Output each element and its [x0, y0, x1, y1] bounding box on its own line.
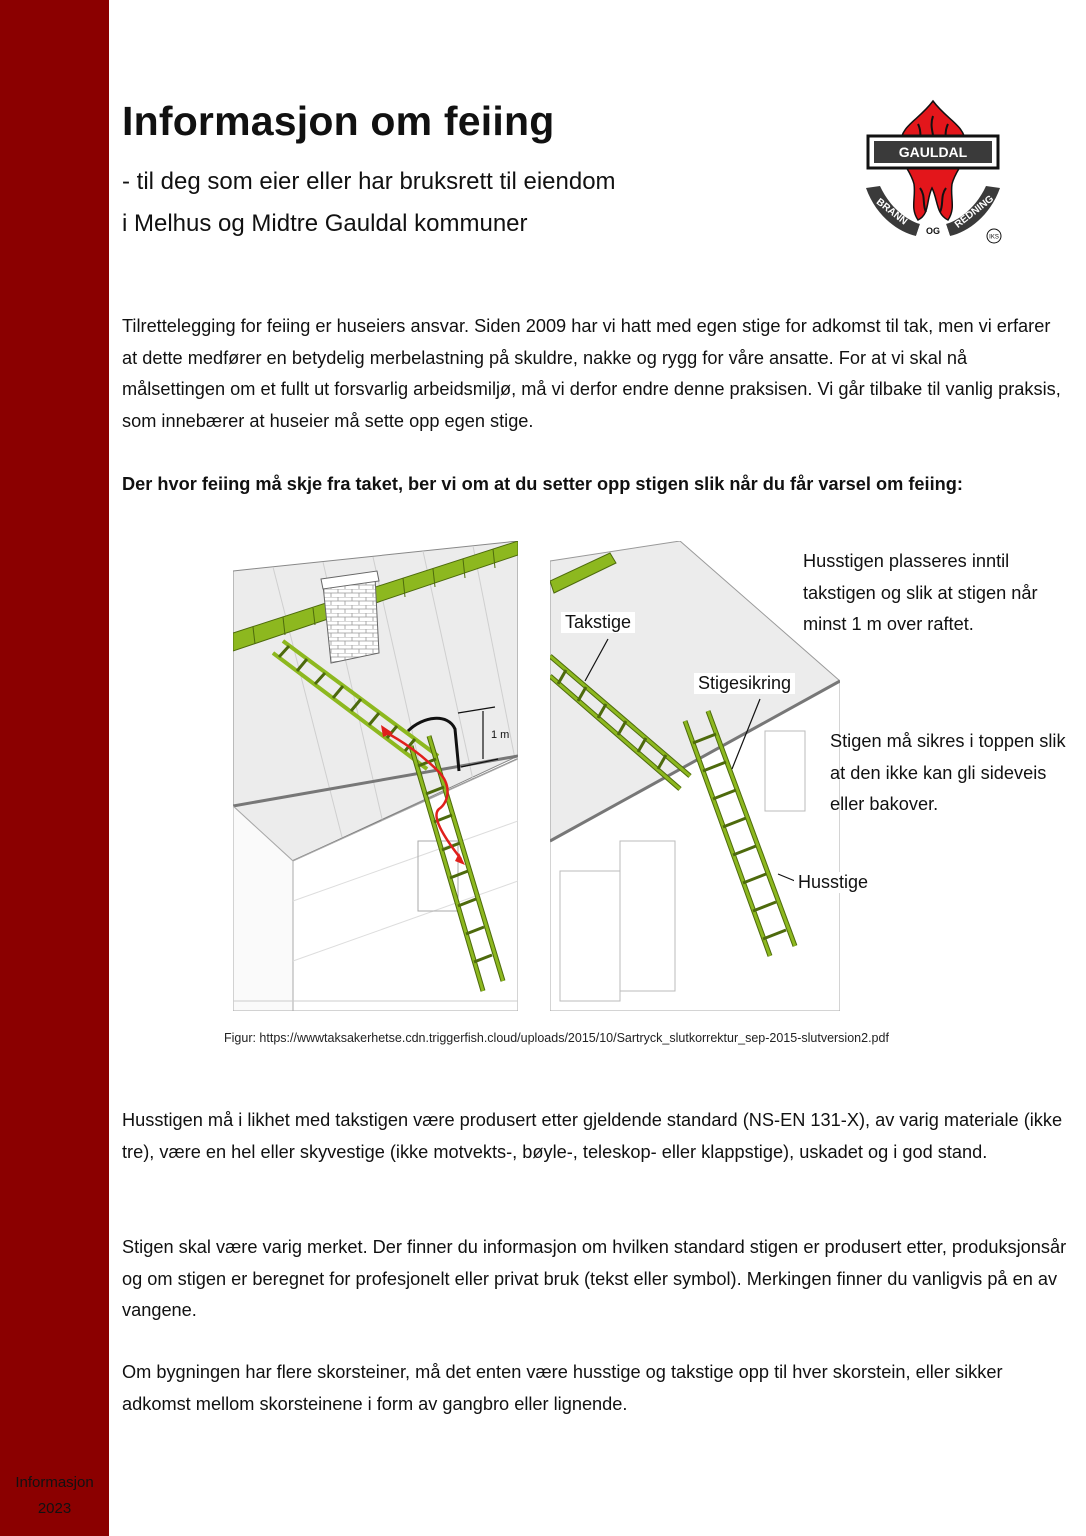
chimneys-paragraph: Om bygningen har flere skorsteiner, må det enten være husstige og takstige opp til hver skorstein, eller sikker adkomst mellom skorsteinene i form av gangbro eller lignende.	[122, 1362, 1003, 1414]
logo-badge: IKS	[989, 234, 999, 241]
logo-arc-left: BRANN	[873, 196, 910, 228]
roof-ladder-illustration	[233, 541, 518, 1011]
subtitle-line-1: - til deg som eier eller har bruksrett til eiendom	[122, 168, 616, 195]
marking-paragraph: Stigen skal være varig merket. Der finner du informasjon om hvilken standard stigen er produsert etter, produksjonsår og om stigen er beregnet for profesjonelt eller privat bruk (tekst eller symbol). Merkingen finner du vanligvis på en av vangene.	[122, 1237, 1067, 1320]
footer-year: 2023	[37, 1500, 72, 1517]
lead-paragraph: Der hvor feiing må skje fra taket, ber vi om at du setter opp stigen slik når du får varsel om feiing:	[122, 474, 963, 494]
label-stigesikring: Stigesikring	[694, 673, 795, 694]
gauldal-logo	[858, 96, 1008, 246]
sidebar-band	[0, 0, 109, 1536]
page-title: Informasjon om feiing	[122, 98, 555, 144]
dimension-label: 1 m	[491, 729, 510, 741]
logo-name: GAULDAL	[898, 144, 968, 160]
logo-arc-mid: OG	[925, 226, 941, 236]
note-placement: Husstigen plasseres inntil takstigen og slik at stigen når minst 1 m over raftet.	[803, 551, 1038, 634]
standard-paragraph: Husstigen må i likhet med takstigen være produsert etter gjeldende standard (NS-EN 131-X), av varig materiale (ikke tre), være en hel eller skyvestige (ikke motvekts-, bøyle-, teleskop- eller klappstige), uskadet og i god stand.	[122, 1110, 1063, 1162]
logo-arc-right: REDNING	[952, 193, 997, 231]
figure-caption: Figur: https://wwwtaksakerhetse.cdn.triggerfish.cloud/uploads/2015/10/Sartryck_slutkorrektur_sep-2015-slutversion2.pdf	[224, 1031, 889, 1045]
footer-label: Informasjon	[15, 1474, 94, 1491]
intro-paragraph: Tilrettelegging for feiing er huseiers ansvar. Siden 2009 har vi hatt med egen stige for adkomst til tak, men vi erfarer at dette medfører en betydelig merbelastning på skuldre, nakke og rygg for våre ansatte. For at vi skal nå målsettingen om et fullt ut forsvarlig arbeidsmiljø, må vi derfor endre denne praksisen. Vi går tilbake til vanlig praksis, som innebærer at huseier må sette opp egen stige.	[122, 316, 1061, 431]
note-securing: Stigen må sikres i toppen slik at den ikke kan gli sideveis eller bakover.	[830, 731, 1066, 814]
sidebar-footer	[0, 1470, 109, 1522]
subtitle-line-2: i Melhus og Midtre Gauldal kommuner	[122, 210, 528, 237]
label-husstige: Husstige	[794, 872, 872, 893]
label-takstige: Takstige	[561, 612, 635, 633]
